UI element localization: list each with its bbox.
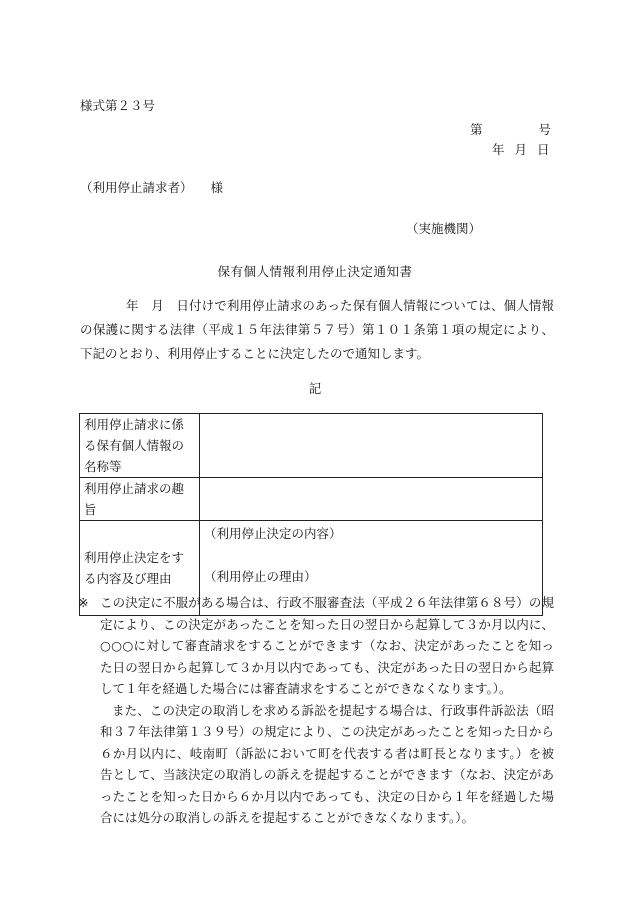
document-number bbox=[470, 120, 551, 138]
docno-suffix: 号 bbox=[538, 122, 552, 137]
note-mark: ※ bbox=[78, 595, 89, 610]
table-row bbox=[80, 414, 543, 478]
row-label-purpose: 利用停止請求の趣旨 bbox=[80, 478, 200, 521]
decision-content-label: （利用停止決定の内容） bbox=[204, 526, 342, 541]
issuing-agency: （実施機関） bbox=[406, 221, 482, 236]
note-appeal-text: この決定に不服がある場合は、行政不服審査法（平成２６年法律第６８号）の規定により、この決定があったことを知った日の翌日から起算して３か月以内に、○○○に対して審査請求をすることができます（なお、決定があったことを知った日の翌日から起算して３か月以内であっても、決定があった日の翌日から起算して１年を経過した場合には審査請求をすることができなくなります。）。 bbox=[100, 595, 554, 696]
notes-section bbox=[78, 592, 554, 829]
row-value-target-info bbox=[200, 414, 543, 478]
decision-table bbox=[79, 413, 543, 616]
recipient-name: （利用停止請求者） bbox=[80, 180, 193, 195]
decision-reason-label: （利用停止の理由） bbox=[204, 569, 317, 584]
form-number: 様式第２３号 bbox=[80, 98, 156, 113]
body-paragraph: 年 月 日付けで利用停止請求のあった保有個人情報については、個人情報の保護に関する法律（平成１５年法律第５７号）第１０１条第１項の規定により、下記のとおり、利用停止することに決定したので通知します。 bbox=[80, 298, 554, 361]
row-value-purpose bbox=[200, 478, 543, 521]
date-month: 月 bbox=[514, 142, 528, 157]
issue-date bbox=[492, 140, 550, 158]
row-label-target-info: 利用停止請求に係る保有個人情報の名称等 bbox=[80, 414, 200, 478]
recipient-honorific: 様 bbox=[210, 180, 224, 195]
document-title: 保有個人情報利用停止決定通知書 bbox=[217, 264, 413, 279]
note-lawsuit-text: また、この決定の取消しを求める訴訟を提起する場合は、行政事件訴訟法（昭和３７年法律第１３９号）の規定により、この決定があったことを知った日から６か月以内に、岐南町（訴訟において町を代表する者は町長となります。）を被告として、当該決定の取消しの訴えを提起することができます（なお、決定があったことを知った日から６か月以内であっても、決定の日から１年を経過した場合には処分の取消しの訴えを提起することができなくなります。）。 bbox=[100, 702, 554, 825]
date-year: 年 bbox=[492, 142, 505, 157]
recipient bbox=[80, 178, 223, 196]
row-label-decision: 利用停止決定をする内容及び理由 bbox=[80, 521, 200, 616]
date-day: 日 bbox=[537, 142, 550, 157]
table-row bbox=[80, 478, 543, 521]
ki-heading: 記 bbox=[308, 381, 322, 396]
body-text bbox=[80, 294, 554, 366]
docno-prefix: 第 bbox=[470, 122, 483, 137]
note-appeal bbox=[78, 592, 554, 700]
